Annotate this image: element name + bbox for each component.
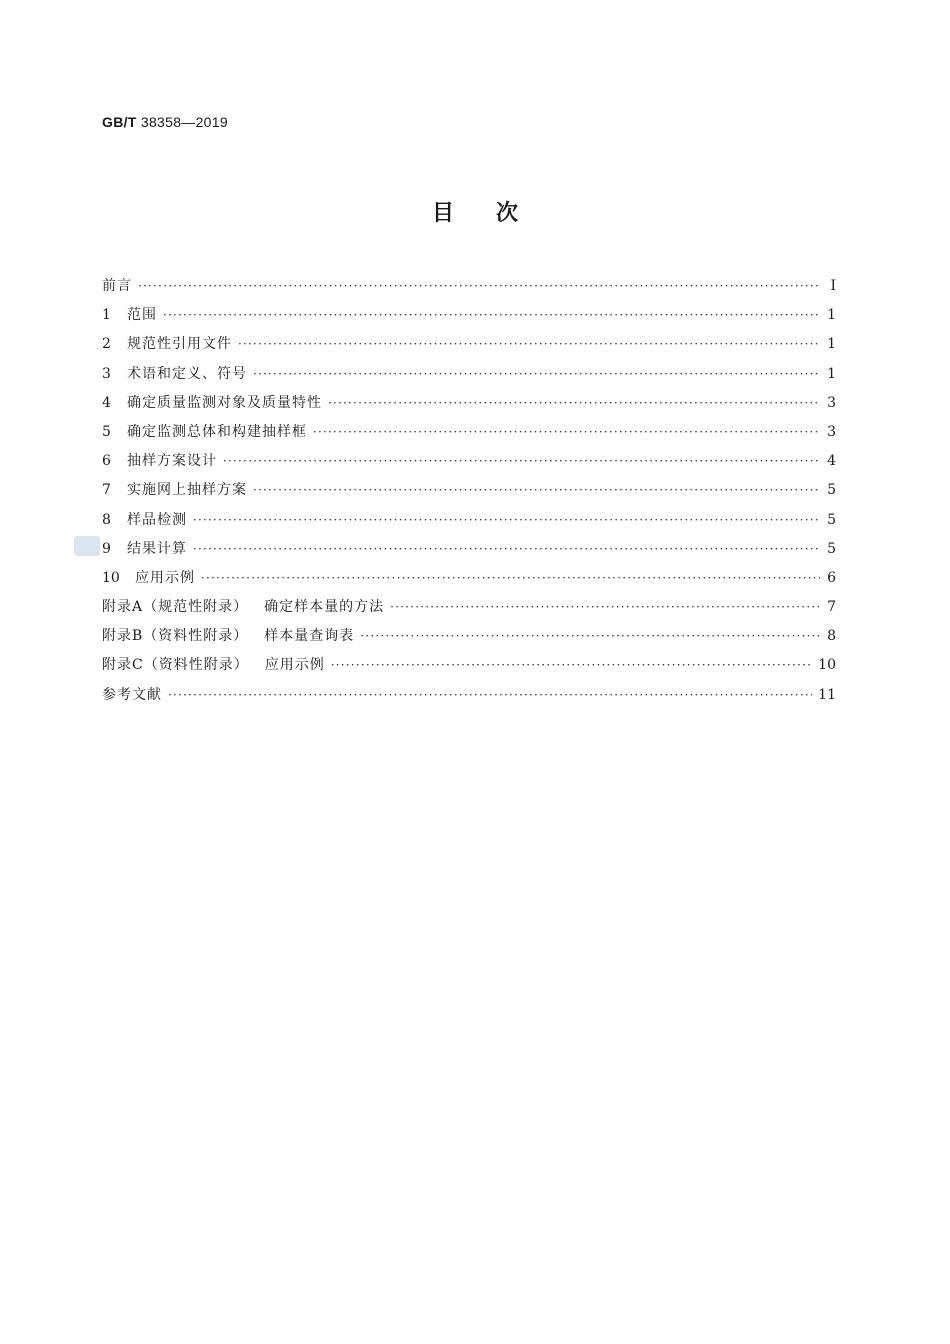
watermark-logo: [74, 536, 100, 556]
toc-page: 3: [827, 394, 836, 411]
toc-number: 7: [102, 482, 111, 499]
toc-page: 8: [827, 628, 836, 645]
toc-leader: [201, 564, 820, 593]
toc-number: 1: [102, 307, 111, 324]
toc-label: 前言: [102, 278, 132, 294]
toc-page: 1: [827, 307, 836, 324]
toc-page: 6: [827, 569, 836, 586]
toc-page: 4: [827, 453, 836, 470]
toc-page: 5: [827, 482, 836, 499]
toc-number: 2: [102, 336, 111, 353]
toc-leader: [313, 418, 820, 447]
toc-number: 6: [102, 453, 111, 470]
toc-entry-annex-a[interactable]: [102, 593, 836, 622]
toc-label: 应用示例: [135, 569, 195, 586]
toc-sublabel: 样本量查询表: [264, 628, 355, 645]
toc-label: 确定监测总体和构建抽样框: [127, 423, 307, 440]
toc-label: 实施网上抽样方案: [127, 482, 247, 499]
toc-label: 确定质量监测对象及质量特性: [127, 394, 322, 411]
toc-entry-5[interactable]: [102, 418, 836, 447]
toc-page: 5: [827, 540, 836, 557]
toc-page: 11: [818, 686, 836, 703]
toc-sublabel: 应用示例: [264, 657, 325, 674]
toc-entry-foreword[interactable]: [102, 272, 836, 301]
toc-leader: [168, 681, 812, 710]
toc-page: 1: [827, 365, 836, 382]
toc-entry-3[interactable]: [102, 360, 836, 389]
toc-leader: [253, 476, 820, 505]
toc-entry-annex-c[interactable]: [102, 651, 836, 680]
toc-label: 样品检测: [127, 511, 187, 528]
toc-leader: [238, 330, 820, 359]
toc-leader: [360, 622, 820, 651]
toc-page: 1: [827, 336, 836, 353]
toc-label: 术语和定义、符号: [127, 365, 247, 382]
toc-leader: [390, 593, 820, 622]
toc-leader: [193, 506, 820, 535]
toc-entry-4[interactable]: [102, 389, 836, 418]
toc-entry-references[interactable]: [102, 681, 836, 710]
standard-prefix: GB/T: [102, 114, 137, 130]
toc-label: 结果计算: [127, 540, 187, 557]
toc-entry-1[interactable]: [102, 301, 836, 330]
toc-entry-10[interactable]: [102, 564, 836, 593]
toc-entry-9[interactable]: [102, 535, 836, 564]
toc-leader: [193, 535, 820, 564]
toc-title: 目次: [431, 201, 560, 226]
toc-entry-6[interactable]: [102, 447, 836, 476]
standard-code: 38358—2019: [140, 114, 228, 130]
toc-leader: [138, 272, 820, 301]
toc-number: 3: [102, 365, 111, 382]
toc-page: 3: [827, 423, 836, 440]
table-of-contents: [102, 272, 836, 710]
toc-label: 抽样方案设计: [127, 453, 217, 470]
toc-number: 4: [102, 394, 111, 411]
toc-sublabel: 确定样本量的方法: [264, 599, 385, 616]
toc-number: 8: [102, 511, 111, 528]
toc-number: 9: [102, 540, 111, 557]
toc-leader: [253, 360, 820, 389]
standard-number: [102, 114, 228, 130]
toc-entry-2[interactable]: [102, 330, 836, 359]
toc-page: Ⅰ: [830, 278, 836, 294]
toc-leader: [163, 301, 820, 330]
toc-label: 参考文献: [102, 686, 162, 703]
toc-label: 附录B（资料性附录）: [102, 628, 249, 645]
toc-leader: [328, 389, 820, 418]
toc-label: 附录A（规范性附录）: [102, 599, 249, 616]
toc-label: 附录C（资料性附录）: [102, 657, 249, 674]
toc-number: 5: [102, 423, 111, 440]
toc-entry-annex-b[interactable]: [102, 622, 836, 651]
toc-page: 5: [827, 511, 836, 528]
toc-leader: [331, 651, 812, 680]
toc-label: 规范性引用文件: [127, 336, 232, 353]
toc-number: 10: [102, 569, 120, 586]
toc-page: 10: [818, 657, 836, 674]
toc-label: 范围: [127, 307, 157, 324]
toc-page: 7: [827, 599, 836, 616]
toc-entry-7[interactable]: [102, 476, 836, 505]
toc-leader: [223, 447, 820, 476]
toc-entry-8[interactable]: [102, 506, 836, 535]
